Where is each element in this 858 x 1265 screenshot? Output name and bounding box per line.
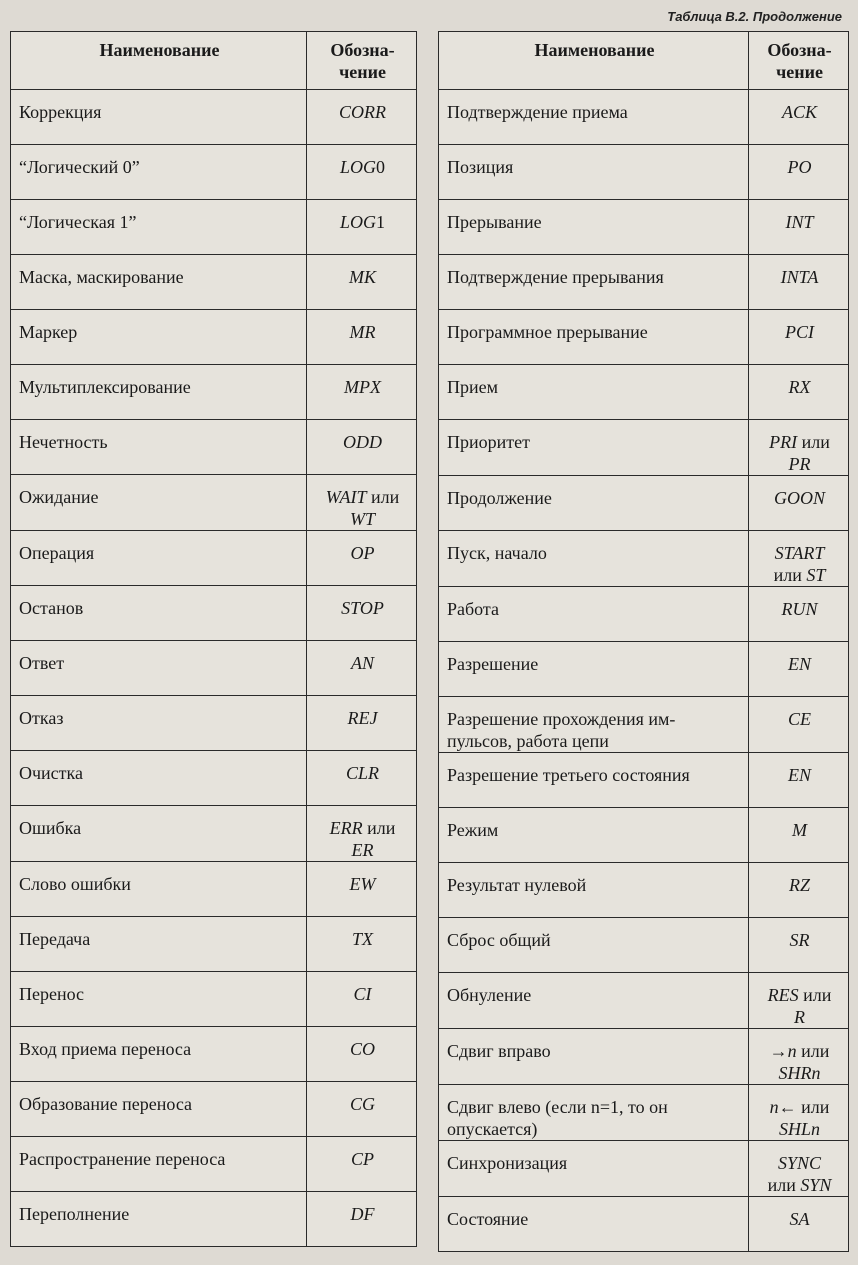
term-code: RZ: [749, 863, 849, 918]
term-code: LOG1: [307, 200, 417, 255]
table-row: [439, 1197, 849, 1252]
term-code: ERR или ER: [307, 806, 417, 862]
term-name: Слово ошибки: [11, 862, 307, 917]
table-row: [11, 806, 417, 862]
term-name: Разрешение: [439, 642, 749, 697]
header-code: Обозна- чение: [307, 32, 417, 90]
term-code: M: [749, 808, 849, 863]
term-name: Ответ: [11, 641, 307, 696]
table-row: [11, 255, 417, 310]
term-name: Маркер: [11, 310, 307, 365]
term-code: WAIT или WT: [307, 475, 417, 531]
table-row: [439, 642, 849, 697]
term-code: PCI: [749, 310, 849, 365]
term-name: Работа: [439, 587, 749, 642]
term-code: ODD: [307, 420, 417, 475]
term-name: Сдвиг влево (если n=1, то он опускается): [439, 1085, 749, 1141]
header-code: Обозна- чение: [749, 32, 849, 90]
term-name: Программное прерывание: [439, 310, 749, 365]
table-row: [439, 255, 849, 310]
table-row: [439, 531, 849, 587]
term-code: EW: [307, 862, 417, 917]
table-row: [11, 531, 417, 586]
table-row: [439, 808, 849, 863]
table-row: [439, 1029, 849, 1085]
abbreviations-table-right: [438, 31, 849, 1252]
term-name: Передача: [11, 917, 307, 972]
table-row: [439, 697, 849, 753]
header-name: Наименование: [11, 32, 307, 90]
table-row: [439, 200, 849, 255]
term-name: Позиция: [439, 145, 749, 200]
term-code: n← или SHLn: [749, 1085, 849, 1141]
term-name: Операция: [11, 531, 307, 586]
table-row: [11, 90, 417, 145]
term-name: Разрешение третьего состояния: [439, 753, 749, 808]
header-name: Наименование: [439, 32, 749, 90]
term-name: Отказ: [11, 696, 307, 751]
table-row: [439, 587, 849, 642]
term-name: Обнуление: [439, 973, 749, 1029]
table-body-right: [439, 90, 849, 1252]
table-caption: Таблица В.2. Продолжение: [667, 9, 842, 24]
term-name: Состояние: [439, 1197, 749, 1252]
table-row: [11, 1137, 417, 1192]
table-row: [439, 863, 849, 918]
table-row: [439, 476, 849, 531]
term-name: Продолжение: [439, 476, 749, 531]
term-code: CI: [307, 972, 417, 1027]
table-row: [11, 641, 417, 696]
term-code: START или ST: [749, 531, 849, 587]
term-name: “Логический 0”: [11, 145, 307, 200]
term-code: RES или R: [749, 973, 849, 1029]
table-row: [11, 696, 417, 751]
term-code: TX: [307, 917, 417, 972]
table-row: [439, 90, 849, 145]
term-name: Результат нулевой: [439, 863, 749, 918]
table-row: [439, 918, 849, 973]
term-code: CP: [307, 1137, 417, 1192]
table-row: [11, 917, 417, 972]
term-code: CG: [307, 1082, 417, 1137]
abbreviations-table-left: [10, 31, 417, 1247]
table-row: [439, 420, 849, 476]
term-code: MK: [307, 255, 417, 310]
term-code: SR: [749, 918, 849, 973]
table-row: [11, 145, 417, 200]
table-row: [439, 365, 849, 420]
term-name: Приоритет: [439, 420, 749, 476]
term-code: ACK: [749, 90, 849, 145]
term-name: Переполнение: [11, 1192, 307, 1247]
term-name: Прерывание: [439, 200, 749, 255]
term-code: CE: [749, 697, 849, 753]
term-name: Подтверждение приема: [439, 90, 749, 145]
term-name: Пуск, начало: [439, 531, 749, 587]
term-name: Синхронизация: [439, 1141, 749, 1197]
term-code: EN: [749, 753, 849, 808]
term-name: Мультиплексирование: [11, 365, 307, 420]
term-code: PO: [749, 145, 849, 200]
table-row: [439, 310, 849, 365]
term-code: →n или SHRn: [749, 1029, 849, 1085]
table-row: [11, 365, 417, 420]
table-header-row: [11, 32, 417, 90]
term-code: CO: [307, 1027, 417, 1082]
term-code: OP: [307, 531, 417, 586]
term-name: Перенос: [11, 972, 307, 1027]
term-code: STOP: [307, 586, 417, 641]
term-code: RUN: [749, 587, 849, 642]
table-row: [439, 145, 849, 200]
table-row: [11, 1027, 417, 1082]
term-name: Ошибка: [11, 806, 307, 862]
term-name: Останов: [11, 586, 307, 641]
table-row: [439, 753, 849, 808]
term-code: DF: [307, 1192, 417, 1247]
term-name: Очистка: [11, 751, 307, 806]
table-row: [11, 862, 417, 917]
table-row: [439, 973, 849, 1029]
term-code: SA: [749, 1197, 849, 1252]
term-code: CLR: [307, 751, 417, 806]
term-name: Сброс общий: [439, 918, 749, 973]
term-name: Прием: [439, 365, 749, 420]
term-code: RX: [749, 365, 849, 420]
table-row: [11, 586, 417, 641]
table-row: [11, 200, 417, 255]
term-code: REJ: [307, 696, 417, 751]
term-name: Подтверждение прерывания: [439, 255, 749, 310]
term-name: Вход приема переноса: [11, 1027, 307, 1082]
table-body-left: [11, 90, 417, 1247]
term-code: EN: [749, 642, 849, 697]
term-code: INTA: [749, 255, 849, 310]
table-row: [11, 420, 417, 475]
term-code: PRI или PR: [749, 420, 849, 476]
term-code: AN: [307, 641, 417, 696]
table-row: [11, 1192, 417, 1247]
table-row: [11, 751, 417, 806]
term-name: Маска, маскирование: [11, 255, 307, 310]
term-code: INT: [749, 200, 849, 255]
table-row: [11, 1082, 417, 1137]
table-header-row: [439, 32, 849, 90]
table-row: [11, 972, 417, 1027]
term-code: MPX: [307, 365, 417, 420]
term-code: LOG0: [307, 145, 417, 200]
table-row: [439, 1141, 849, 1197]
table-row: [439, 1085, 849, 1141]
term-name: Нечетность: [11, 420, 307, 475]
term-name: “Логическая 1”: [11, 200, 307, 255]
term-code: GOON: [749, 476, 849, 531]
term-name: Распространение переноса: [11, 1137, 307, 1192]
term-code: SYNC или SYN: [749, 1141, 849, 1197]
term-name: Коррекция: [11, 90, 307, 145]
term-code: CORR: [307, 90, 417, 145]
term-name: Ожидание: [11, 475, 307, 531]
table-row: [11, 310, 417, 365]
term-name: Разрешение прохождения им- пульсов, работа цепи: [439, 697, 749, 753]
term-name: Режим: [439, 808, 749, 863]
term-code: MR: [307, 310, 417, 365]
term-name: Образование переноса: [11, 1082, 307, 1137]
term-name: Сдвиг вправо: [439, 1029, 749, 1085]
table-row: [11, 475, 417, 531]
